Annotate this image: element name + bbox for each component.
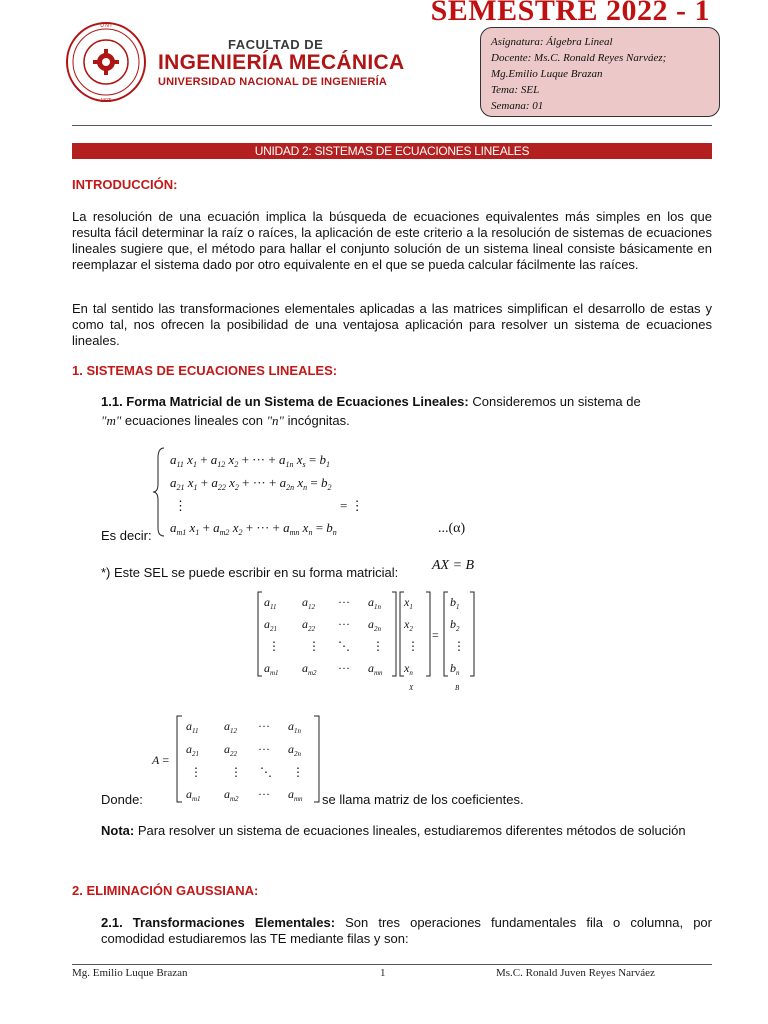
svg-text:amn: $a_{mn}$ [288,787,303,803]
svg-text:1876: 1876 [100,98,112,104]
svg-text:b2: $b_2$ [450,617,460,633]
unit-title-bar [72,143,712,159]
svg-text:⋮: ⋮ [453,639,465,653]
svg-text:amn: $a_{mn}$ [368,661,383,677]
intro-heading: INTRODUCCIÓN: [72,177,178,192]
header-divider [72,125,712,126]
svg-text:a22: $a_{22}$ [224,742,237,758]
svg-text:a2n: $a_{2n}$ [368,617,381,633]
sel-matrix-formula: AX = B [432,558,475,573]
subsection-1-1-title: 1.1. Forma Matricial de un Sistema de Ecuaciones Lineales: [101,394,469,409]
equations-with-text: ecuaciones lineales con [121,413,267,428]
intro-paragraph-2: En tal sentido las transformaciones elementales aplicadas a las matrices simplifican el desarrollo de estas y como tal, nos ofrecen la posibilidad de una ventajosa aplicación para resolver un sistema de ecuaciones lineales. [72,301,712,348]
subsection-2-1-title: 2.1. Transformaciones Elementales: [101,915,336,930]
svg-text:⋮: ⋮ [174,498,187,513]
university-seal-logo [66,18,146,106]
svg-text:a1n: $a_{1n}$ [288,719,301,735]
svg-text:···: ··· [338,595,350,609]
svg-text:⋱: ⋱ [338,639,350,653]
footer-divider [72,964,712,965]
svg-text:a11: $a_{11}$ [264,595,277,611]
donde-text: se llama matriz de los coeficientes. [322,792,524,807]
semester-title: SEMESTRE 2022 - 1 [430,0,710,27]
svg-text:···: ··· [338,661,350,675]
info-topic: Tema: SEL [491,84,540,96]
faculty-name: INGENIERÍA MECÁNICA [158,51,405,74]
svg-text:a1n: $a_{1n}$ [368,595,381,611]
svg-text:···: ··· [258,787,270,801]
page-number: 1 [380,967,386,979]
var-m: "m" [101,413,122,428]
subsection-1-1-line2 [101,413,350,429]
svg-text:=: = [432,628,439,642]
svg-text:xn: $x_n$ [404,661,413,677]
svg-text:a11 x1 + a12 x2 + ··· + a1n xs: $a_{11}$ $x_1 + a_{12}$ $x_2$ + ··· + $a_{1n}$ $x_s = b_1$ [170,452,330,469]
donde-label: Donde: [101,792,143,807]
footer-author-right: Ms.C. Ronald Juven Reyes Narváez [496,967,655,979]
svg-text:⋮: ⋮ [190,765,202,779]
svg-text:U N I: U N I [100,23,112,29]
svg-text:a12: $a_{12}$ [224,719,237,735]
svg-text:a21: $a_{21}$ [186,742,199,758]
svg-text:am2: $a_{m2}$ [302,661,317,677]
svg-text:am1: $a_{m1}$ [186,787,201,803]
svg-text:a12: $a_{12}$ [302,595,315,611]
svg-text:X: X [409,684,414,692]
svg-text:am1 x1 + am2 x2 + ··· + amn xn: $a_{m1}$ $x_1 + a_{m2}$ $x_2$ + ··· + $a_{mn}$ $x_n = b_n$ [170,520,337,537]
info-teacher-2: Mg.Emilio Luque Brazan [491,68,603,80]
svg-text:bn: $b_n$ [450,661,460,677]
subsection-2-1 [101,915,712,947]
university-name: UNIVERSIDAD NACIONAL DE INGENIERÍA [158,76,388,88]
svg-text:···: ··· [338,617,350,631]
svg-text:⋮: ⋮ [308,639,320,653]
coefficient-matrix-a [150,712,320,806]
var-n: "n" [266,413,284,428]
svg-text:am1: $a_{m1}$ [264,661,279,677]
es-decir-label: Es decir: [101,528,152,543]
section-2-heading: 2. ELIMINACIÓN GAUSSIANA: [72,883,259,898]
svg-text:x2: $x_2$ [404,617,413,633]
alpha-label: ...(α) [438,521,466,536]
svg-text:···: ··· [258,742,270,756]
svg-text:a21 x1 + a22 x2 + ··· + a2n xn: $a_{21}$ $x_1 + a_{22}$ $x_2$ + ··· + $a_{2n}$ $x_n = b_2$ [170,475,332,492]
footer-author-left: Mg. Emilio Luque Brazan [72,967,188,979]
svg-text:B: B [455,684,460,692]
svg-text:a21: $a_{21}$ [264,617,277,633]
svg-text:⋮: ⋮ [372,639,384,653]
svg-text:x1: $x_1$ [404,595,413,611]
unit-title: UNIDAD 2: SISTEMAS DE ECUACIONES LINEALES [254,144,530,158]
svg-text:am2: $a_{m2}$ [224,787,239,803]
info-subject: Asignatura: Álgebra Lineal [491,36,613,48]
svg-text:⋮: ⋮ [292,765,304,779]
subsection-1-1 [101,394,712,410]
linear-system-equations [150,444,380,540]
subsection-1-1-text: Consideremos un sistema de [468,394,641,409]
svg-text:b1: $b_1$ [450,595,460,611]
nota-label: Nota: [101,823,135,838]
subsection-2-1-text: Son tres operaciones fundamentales fila o columna, por comodidad estudiaremos las TE mediante filas y son: [101,915,712,946]
sel-matrix-text: *) Este SEL se puede escribir en su forma matricial: [101,565,399,580]
svg-text:a11: $a_{11}$ [186,719,199,735]
svg-text:a2n: $a_{2n}$ [288,742,301,758]
section-1-heading: 1. SISTEMAS DE ECUACIONES LINEALES: [72,363,338,378]
matrix-equation [252,588,482,694]
info-week: Semana: 01 [491,100,544,112]
course-info-box [480,27,720,117]
svg-text:···: ··· [258,719,270,733]
svg-text:= ⋮: = ⋮ [340,498,364,513]
svg-text:⋮: ⋮ [230,765,242,779]
svg-text:A =: A = [152,753,170,767]
svg-text:a22: $a_{22}$ [302,617,315,633]
nota-text: Para resolver un sistema de ecuaciones lineales, estudiaremos diferentes métodos de solución [134,823,686,838]
svg-text:⋮: ⋮ [268,639,280,653]
info-teacher: Docente: Ms.C. Ronald Reyes Narváez; [491,52,667,64]
faculty-label: FACULTAD DE [228,37,324,52]
svg-text:⋮: ⋮ [407,639,419,653]
unknowns-text: incógnitas. [284,413,350,428]
svg-text:⋱: ⋱ [260,765,272,779]
nota-paragraph [101,823,712,839]
intro-paragraph-1: La resolución de una ecuación implica la búsqueda de ecuaciones equivalentes más simples en los que resulta fácil determinar la raíz o raíces, la aplicación de este criterio a la resolución de sistemas de ecuaciones lineales sugiere que, el método para hallar el conjunto solución de un sistema lineal consiste básicamente en reemplazar el sistema dado por otro equivalente en el que se pueda calcular fácilmente las raíces. [72,209,712,272]
